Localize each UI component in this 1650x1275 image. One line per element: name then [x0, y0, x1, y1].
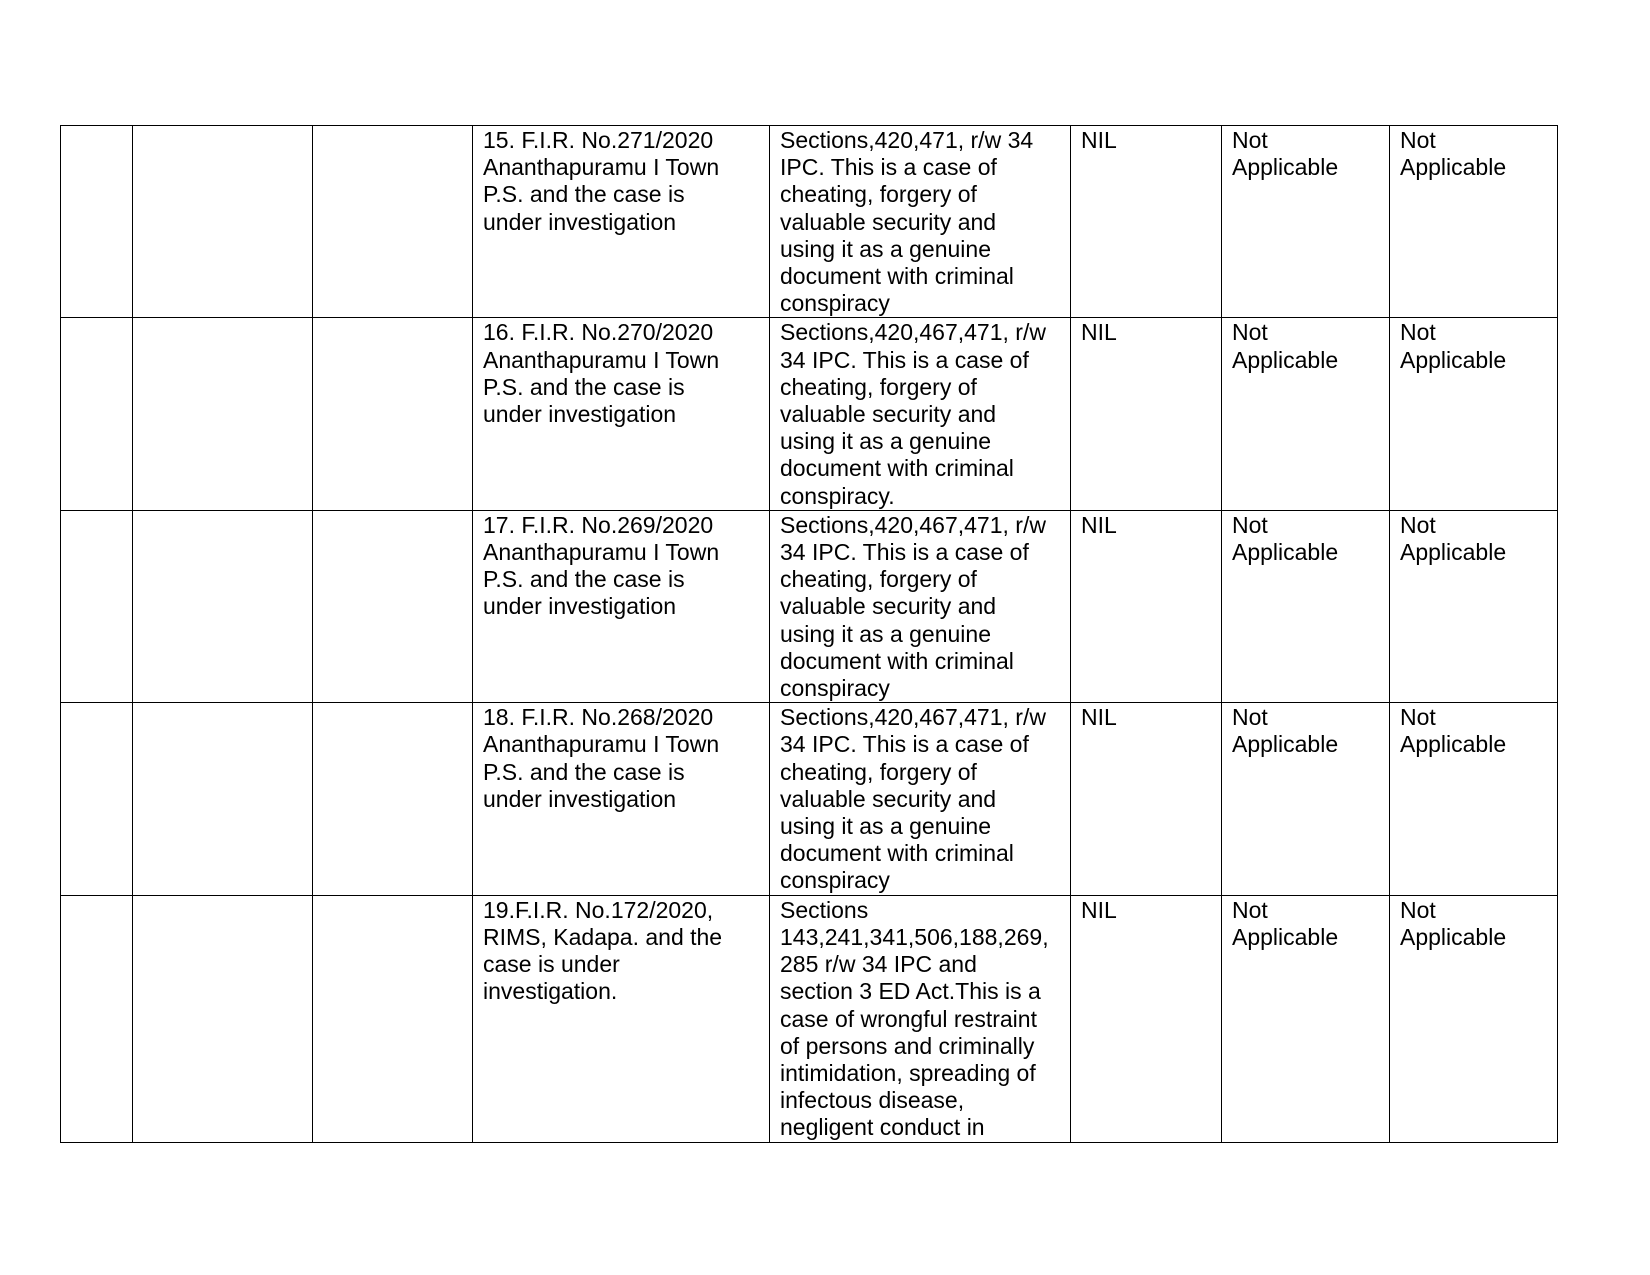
nil-text: NIL [1081, 319, 1117, 346]
sections-text: Sections,420,467,471, r/w 34 IPC. This is a case of cheating, forgery of valuable security and using it as a genuine document with criminal conspiracy [780, 704, 1046, 894]
not-applicable-text: Not Applicable [1400, 127, 1507, 181]
sections-text: Sections 143,241,341,506,188,269, 285 r/w 34 IPC and section 3 ED Act.This is a case of wrongful restraint of persons and criminally intimidation, spreading of infectous disease, negligent conduct in [780, 896, 1049, 1141]
sections-text: Sections,420,471, r/w 34 IPC. This is a case of cheating, forgery of valuable security and using it as a genuine document with criminal conspiracy [780, 127, 1034, 317]
sections-text: Sections,420,467,471, r/w 34 IPC. This is a case of cheating, forgery of valuable security and using it as a genuine document with criminal conspiracy [780, 511, 1046, 702]
empty-cell [313, 126, 473, 318]
empty-cell [61, 510, 133, 702]
table-row [61, 510, 1558, 702]
sections-cell [770, 895, 1071, 1142]
not-applicable-cell [1222, 318, 1390, 510]
not-applicable-cell [1222, 510, 1390, 702]
not-applicable-text: Not Applicable [1400, 511, 1507, 566]
table-row [61, 126, 1558, 318]
not-applicable-text: Not Applicable [1400, 896, 1507, 950]
case-details-cell [473, 703, 770, 895]
nil-cell [1071, 895, 1222, 1142]
not-applicable-cell [1222, 126, 1390, 318]
case-details-text: 19.F.I.R. No.172/2020, RIMS, Kadapa. and the case is under investigation. [483, 896, 723, 1005]
not-applicable-text: Not Applicable [1400, 319, 1507, 373]
nil-text: NIL [1081, 704, 1117, 731]
case-details-text: 16. F.I.R. No.270/2020 Ananthapuramu I Town P.S. and the case is under investigation [483, 319, 720, 428]
empty-cell [61, 895, 133, 1142]
not-applicable-text: Not Applicable [1232, 704, 1339, 758]
sections-cell [770, 510, 1071, 702]
not-applicable-cell [1390, 126, 1558, 318]
nil-cell [1071, 318, 1222, 510]
nil-cell [1071, 703, 1222, 895]
empty-cell [313, 510, 473, 702]
empty-cell [133, 510, 313, 702]
not-applicable-cell [1390, 318, 1558, 510]
empty-cell [133, 126, 313, 318]
not-applicable-text: Not Applicable [1232, 319, 1339, 373]
nil-text: NIL [1081, 511, 1117, 538]
table-row [61, 895, 1558, 1142]
empty-cell [61, 318, 133, 510]
case-details-text: 15. F.I.R. No.271/2020 Ananthapuramu I Town P.S. and the case is under investigation [483, 127, 720, 235]
nil-cell [1071, 510, 1222, 702]
case-details-text: 18. F.I.R. No.268/2020 Ananthapuramu I Town P.S. and the case is under investigation [483, 704, 720, 812]
not-applicable-text: Not Applicable [1232, 127, 1339, 181]
empty-cell [61, 703, 133, 895]
not-applicable-cell [1222, 703, 1390, 895]
not-applicable-text: Not Applicable [1232, 896, 1339, 950]
empty-cell [133, 318, 313, 510]
case-details-cell [473, 895, 770, 1142]
sections-cell [770, 703, 1071, 895]
not-applicable-cell [1390, 703, 1558, 895]
empty-cell [133, 895, 313, 1142]
sections-cell [770, 318, 1071, 510]
empty-cell [313, 318, 473, 510]
not-applicable-cell [1390, 895, 1558, 1142]
not-applicable-text: Not Applicable [1232, 511, 1339, 566]
nil-cell [1071, 126, 1222, 318]
table-row [61, 703, 1558, 895]
empty-cell [61, 126, 133, 318]
sections-cell [770, 126, 1071, 318]
empty-cell [313, 703, 473, 895]
case-details-cell [473, 126, 770, 318]
not-applicable-cell [1390, 510, 1558, 702]
case-details-cell [473, 318, 770, 510]
table-row [61, 318, 1558, 510]
empty-cell [313, 895, 473, 1142]
case-details-text: 17. F.I.R. No.269/2020 Ananthapuramu I Town P.S. and the case is under investigation [483, 511, 720, 620]
case-details-cell [473, 510, 770, 702]
nil-text: NIL [1081, 896, 1117, 923]
not-applicable-text: Not Applicable [1400, 704, 1507, 758]
cases-table [60, 125, 1558, 1143]
nil-text: NIL [1081, 127, 1117, 153]
empty-cell [133, 703, 313, 895]
sections-text: Sections,420,467,471, r/w 34 IPC. This is a case of cheating, forgery of valuable security and using it as a genuine document with criminal conspiracy. [780, 319, 1046, 509]
not-applicable-cell [1222, 895, 1390, 1142]
